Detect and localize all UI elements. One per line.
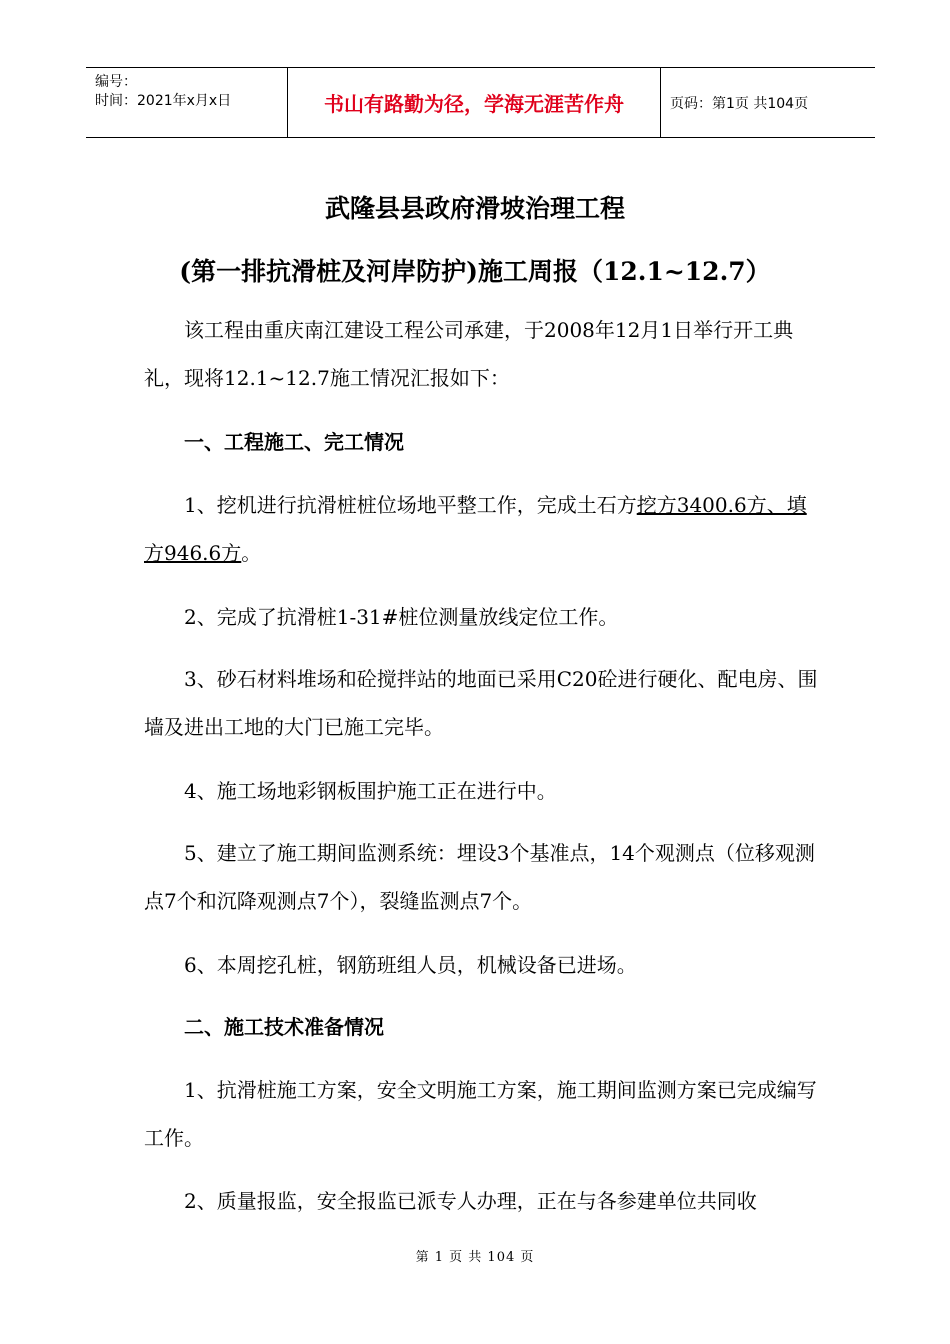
item1-underlined-quantities: 挖方3400.6方、填方946.6方 [144, 493, 807, 565]
section2-heading: 二、施工技术准备情况 [184, 1015, 384, 1039]
section1-item2: 2、完成了抗滑桩1-31#桩位测量放线定位工作。 [184, 605, 619, 629]
intro-paragraph: 该工程由重庆南江建设工程公司承建，于2008年12月1日举行开工典礼，现将12.1~12.7施工情况汇报如下： [144, 318, 794, 390]
item1-text: 1、挖机进行抗滑桩桩位场地平整工作，完成土石方 [184, 493, 637, 517]
document-time-label: 时间：2021年x月x日 [95, 93, 232, 109]
document-number-label: 编号： [95, 74, 137, 90]
section1-item3: 3、砂石材料堆场和砼搅拌站的地面已采用C20砼进行硬化、配电房、围墙及进出工地的大门已施工完毕。 [144, 667, 818, 739]
section1-item1 [144, 481, 820, 577]
section2-item1: 1、抗滑桩施工方案，安全文明施工方案，施工期间监测方案已完成编写工作。 [144, 1078, 817, 1150]
section2-item2: 2、质量报监，安全报监已派专人办理，正在与各参建单位共同收 [184, 1189, 757, 1213]
header-page-info: 页码：第1页 共104页 [670, 95, 809, 112]
header-table [86, 67, 875, 138]
section1-item6: 6、本周挖孔桩，钢筋班组人员，机械设备已进场。 [184, 953, 637, 977]
header-motto: 书山有路勤为径，学海无涯苦作舟 [288, 68, 661, 137]
section1-heading: 一、工程施工、完工情况 [184, 430, 404, 454]
header-meta-cell [86, 68, 288, 137]
document-title-line2: (第一排抗滑桩及河岸防护)施工周报（12.1~12.7） [179, 257, 771, 286]
document-title-line1: 武隆县县政府滑坡治理工程 [324, 194, 625, 223]
section1-item5: 5、建立了施工期间监测系统：埋设3个基准点，14个观测点（位移观测点7个和沉降观测点7个），裂缝监测点7个。 [144, 841, 815, 913]
page-footer: 第 1 页 共 104 页 [415, 1250, 535, 1265]
item1-period: 。 [241, 541, 262, 565]
section1-item4: 4、施工场地彩钢板围护施工正在进行中。 [184, 779, 557, 803]
